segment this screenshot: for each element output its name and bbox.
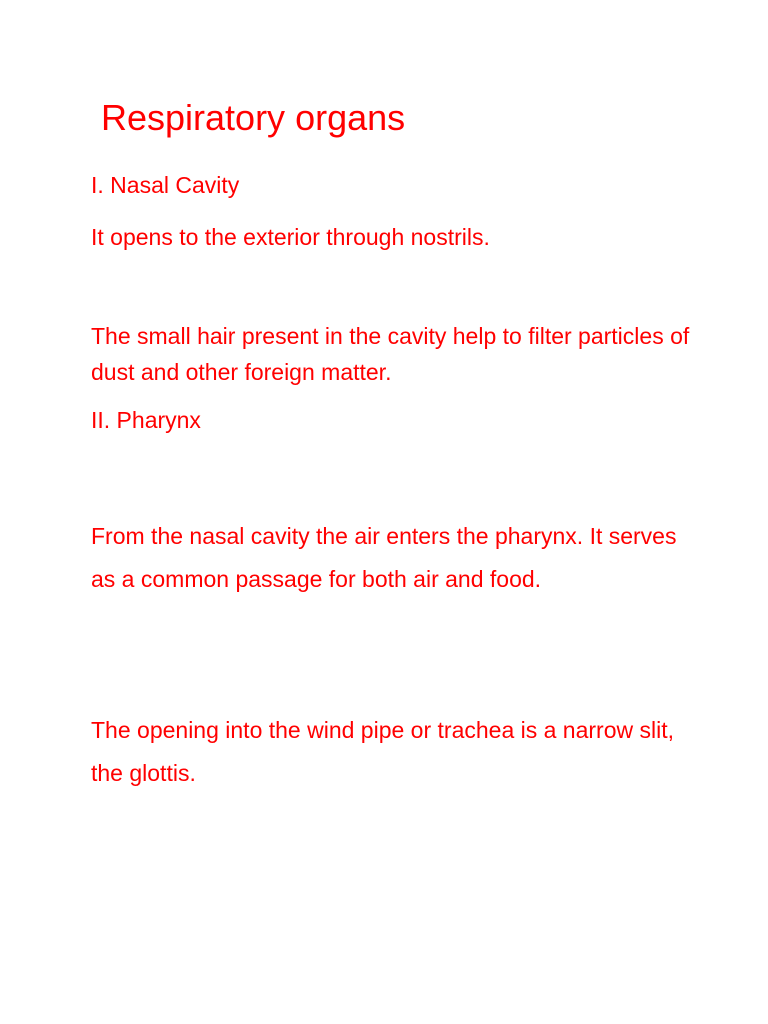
section-heading-pharynx: II. Pharynx	[91, 407, 201, 433]
paragraph: It opens to the exterior through nostrils.	[91, 224, 490, 250]
section-heading-nasal-cavity: I. Nasal Cavity	[91, 172, 240, 198]
paragraph: The opening into the wind pipe or trachea is a narrow slit, the glottis.	[91, 717, 674, 786]
paragraph: From the nasal cavity the air enters the pharynx. It serves as a common passage for both air and food.	[91, 523, 677, 592]
page-title: Respiratory organs	[101, 97, 406, 138]
paragraph: The small hair present in the cavity help to filter particles of dust and other foreign matter.	[91, 323, 690, 385]
